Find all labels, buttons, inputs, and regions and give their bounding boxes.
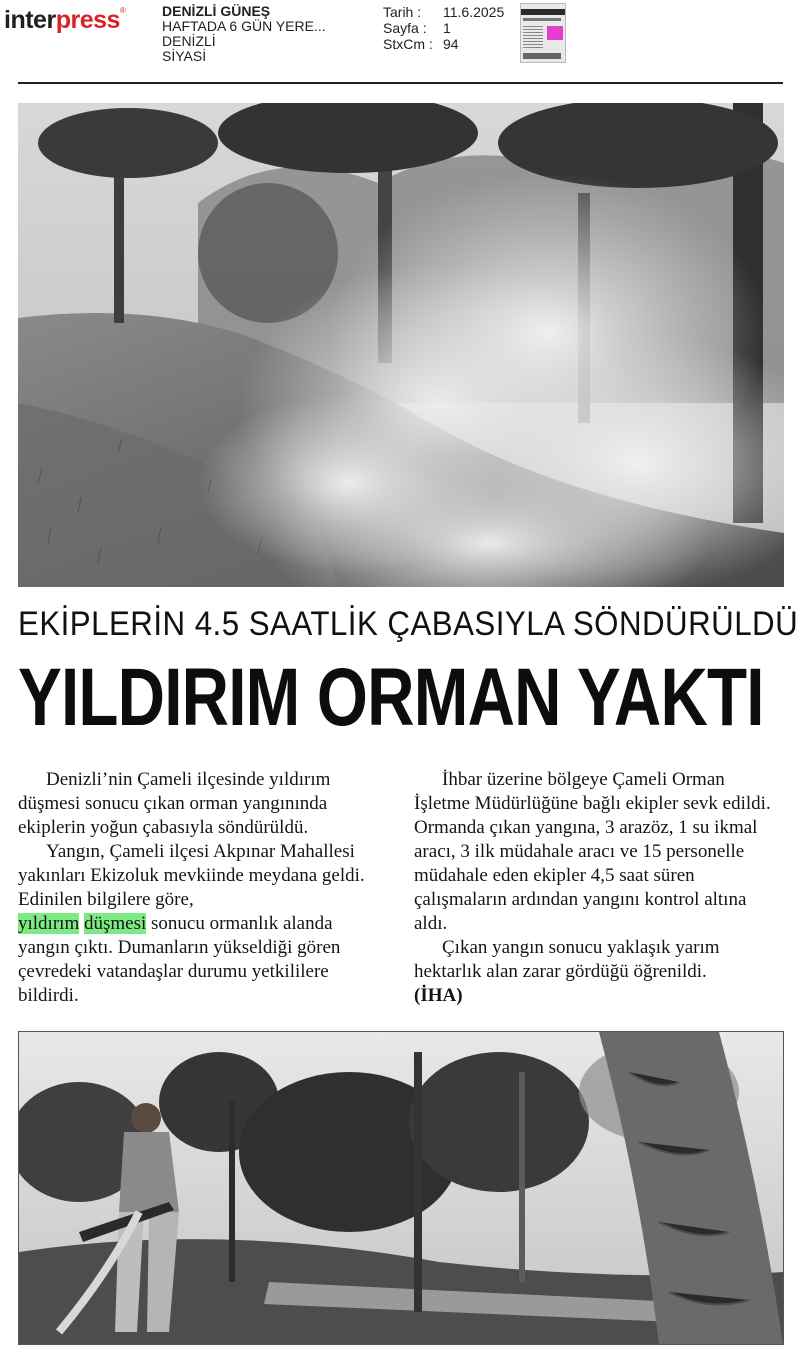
highlighted-word: düşmesi [83, 913, 147, 934]
publication-section: SİYASİ [162, 48, 207, 64]
firefighter-photo [18, 1031, 784, 1345]
forest-fire-photo [18, 103, 784, 587]
page-thumbnail[interactable] [520, 3, 566, 63]
date-label: Tarih : [383, 4, 422, 20]
header-divider [18, 82, 783, 84]
news-source: (İHA) [414, 985, 463, 1006]
highlighted-word: yıldırım [18, 913, 80, 934]
date-value: 11.6.2025 [443, 4, 505, 20]
article-column-1 [18, 768, 373, 1008]
article-kicker: EKİPLERİN 4.5 SAATLİK ÇABASIYLA SÖNDÜRÜLDÜ [18, 605, 799, 643]
publication-name: DENİZLİ GÜNEŞ [162, 3, 271, 19]
publication-city: DENİZLİ [162, 33, 216, 49]
page-value: 1 [443, 20, 451, 36]
interpress-logo: interpress® [4, 6, 126, 34]
stxcm-value: 94 [443, 36, 459, 52]
paragraph: Çıkan yangın sonucu yaklaşık yarım hektarlık alan zarar gördüğü öğrenildi. [414, 937, 720, 982]
clipping-meta [383, 4, 504, 52]
publication-info [162, 4, 326, 64]
paragraph: Denizli’nin Çameli ilçesinde yıldırım düşmesi sonucu çıkan orman yangınında ekiplerin yoğun çabasıyla söndürüldü. [18, 769, 331, 838]
paragraph: Yangın, Çameli ilçesi Akpınar Mahallesi yakınları Ekizoluk mevkiinde meydana geldi. Edinilen bilgilere göre, yıldırım düşmesi sonucu ormanlık alanda yangın çıktı. Dumanların yükseldiği gören çevredeki vatandaşlar durumu yetkililere bildirdi. [18, 841, 365, 1006]
stxcm-label: StxCm : [383, 36, 433, 52]
article-headline: YILDIRIM ORMAN YAKTI [18, 652, 764, 743]
publication-frequency: HAFTADA 6 GÜN YERE... [162, 18, 326, 34]
article-column-2 [414, 768, 774, 1008]
page-label: Sayfa : [383, 20, 427, 36]
paragraph: İhbar üzerine bölgeye Çameli Orman İşletme Müdürlüğüne bağlı ekipler sevk edildi. Ormanda çıkan yangına, 3 arazöz, 1 su ikmal aracı, 3 ilk müdahale aracı ve 15 personelle müdahale eden ekipler 4,5 saat süren çalışmaların ardından yangını kontrol altına aldı. [414, 769, 771, 934]
